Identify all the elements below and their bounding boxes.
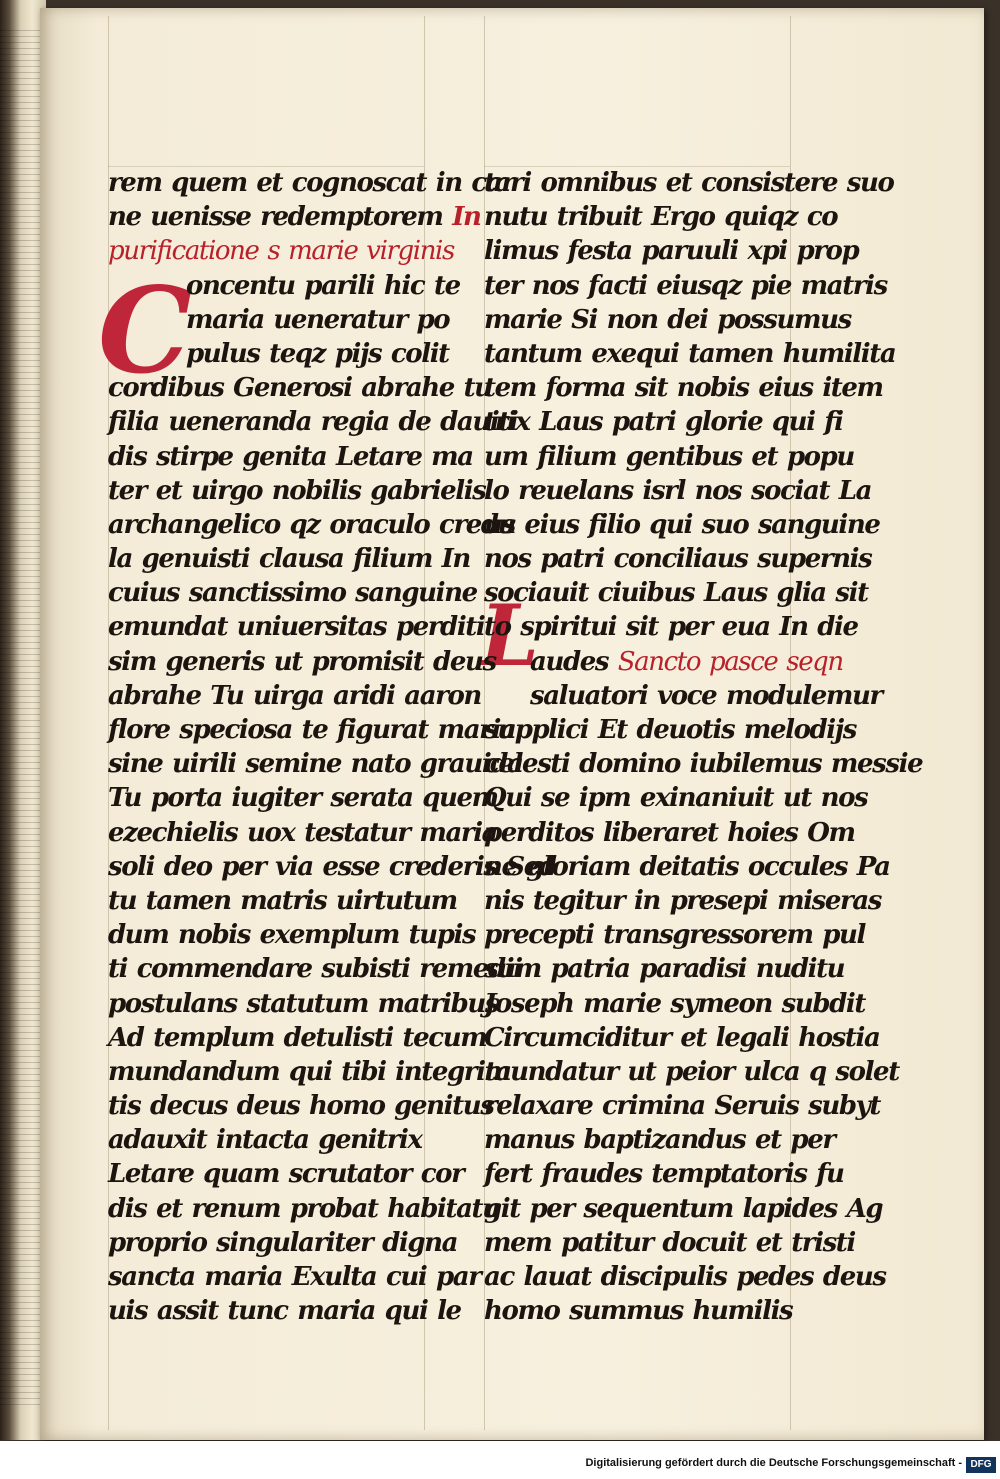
text-line	[108, 747, 523, 781]
footer-bar	[0, 1441, 1000, 1479]
text-segment: maria ueneratur po	[186, 304, 450, 335]
text-line	[484, 234, 859, 268]
text-segment: saluatori voce modulemur	[530, 680, 882, 711]
text-line	[484, 508, 880, 542]
text-line	[484, 542, 872, 576]
text-segment: Letare quam scrutator cor	[108, 1159, 464, 1190]
text-line	[484, 1157, 844, 1191]
text-segment: audes	[530, 646, 618, 677]
rubric-text: In	[452, 202, 481, 233]
text-line	[484, 1294, 824, 1328]
text-line	[108, 1226, 458, 1260]
text-line	[484, 918, 866, 952]
text-line	[108, 440, 473, 474]
text-line	[108, 884, 457, 918]
text-segment: perditos liberaret hoies Om	[484, 817, 855, 848]
text-line	[108, 1260, 481, 1294]
text-line	[484, 884, 882, 918]
rubric-heading: purificatione s marie virginis	[108, 236, 454, 267]
text-line	[108, 713, 516, 747]
text-segment: abrahe Tu uirga aridi aaron	[108, 680, 481, 711]
text-segment: tu tamen matris uirtutum	[108, 885, 457, 916]
text-line	[108, 1089, 494, 1123]
text-segment: mem patitur docuit et tristi	[484, 1227, 855, 1258]
text-line	[108, 371, 492, 405]
text-segment: ti commendare subisti remedii	[108, 954, 522, 985]
text-column-right	[484, 166, 923, 1328]
text-segment: dis et renum probat habitatu	[108, 1193, 500, 1224]
text-line	[484, 405, 843, 439]
text-segment: nis tegitur in presepi miseras	[484, 885, 882, 916]
text-line	[108, 542, 470, 576]
text-line	[484, 371, 883, 405]
text-segment: manus baptizandus et per	[484, 1125, 835, 1156]
text-line	[484, 952, 845, 986]
text-line	[108, 1021, 487, 1055]
decorated-initial-left: C	[98, 261, 192, 400]
text-segment: la genuisti clausa filium In	[108, 544, 470, 575]
text-segment: trix Laus patri glorie qui fi	[484, 407, 843, 438]
text-line	[484, 747, 923, 781]
text-segment: oncentu parili hic te	[186, 270, 460, 301]
text-segment: ter et uirgo nobilis gabrielis	[108, 475, 486, 506]
text-segment: cordibus Generosi abrahe tu	[108, 373, 492, 404]
text-segment: tari omnibus et consistere suo	[484, 168, 894, 198]
text-segment: Circumciditur et legali hostia	[484, 1022, 880, 1053]
manuscript-page	[40, 8, 984, 1440]
text-line	[108, 952, 522, 986]
text-line	[108, 679, 481, 713]
text-segment: soli deo per via esse crederis Sed	[108, 851, 556, 882]
text-segment: celesti domino iubilemus messie	[484, 749, 923, 780]
text-segment: ac lauat discipulis pedes deus	[484, 1262, 886, 1292]
text-line	[484, 850, 890, 884]
text-segment: tis decus deus homo genitus	[108, 1091, 494, 1122]
text-line	[484, 337, 896, 371]
text-segment: adauxit intacta genitrix	[108, 1125, 422, 1156]
text-segment: postulans statutum matribus	[108, 988, 499, 1019]
text-line	[484, 1260, 886, 1294]
rubric-heading: Sancto pasce seqn	[617, 646, 843, 677]
text-line	[108, 816, 498, 850]
text-line	[108, 987, 499, 1021]
text-segment: tem forma sit nobis eius item	[484, 373, 883, 404]
text-segment: filia ueneranda regia de dauiti	[108, 407, 518, 438]
text-segment: proprio singulariter digna	[108, 1227, 458, 1258]
text-line	[484, 200, 838, 234]
text-segment: ne gloriam deitatis occules Pa	[484, 851, 890, 882]
text-line	[484, 1021, 880, 1055]
text-segment: rem quem et cognoscat in car	[108, 168, 514, 198]
dfg-logo: DFG	[966, 1457, 996, 1473]
text-segment: um filium gentibus et popu	[484, 441, 854, 472]
text-segment: supplici Et deuotis melodijs	[484, 715, 857, 745]
text-line	[484, 1226, 855, 1260]
text-segment: nos patri conciliaus supernis	[484, 544, 872, 575]
text-line	[108, 850, 556, 884]
text-segment: dis stirpe genita Letare ma	[108, 441, 473, 472]
text-segment: archangelico qz oraculo credu	[108, 509, 516, 540]
text-line	[108, 781, 498, 815]
text-segment: tantum exequi tamen humilita	[484, 338, 896, 369]
text-segment: lo reuelans isrl nos sociat La	[484, 475, 872, 506]
text-segment: pulus teqz pijs colit	[186, 338, 449, 369]
text-line	[108, 1055, 511, 1089]
text-line	[108, 1294, 461, 1328]
text-line	[108, 576, 477, 610]
text-segment: relaxare crimina Seruis subyt	[484, 1091, 880, 1122]
text-segment: ne uenisse redemptorem	[108, 202, 453, 233]
text-segment: emundat uniuersitas perditi	[108, 612, 485, 643]
text-line	[484, 1123, 835, 1157]
text-line	[108, 1157, 464, 1191]
text-line	[484, 1192, 883, 1226]
previous-page-text-fragment	[0, 230, 40, 1330]
text-segment: to spiritui sit per eua In die	[484, 612, 858, 643]
text-segment: sum patria paradisi nuditu	[484, 954, 845, 985]
decorated-initial-right: L	[480, 586, 540, 685]
text-line	[484, 303, 851, 337]
text-line	[108, 918, 476, 952]
text-column-left	[108, 166, 556, 1328]
text-line	[484, 645, 843, 679]
text-line	[484, 816, 855, 850]
text-line	[108, 645, 496, 679]
text-segment: fert fraudes temptatoris fu	[484, 1159, 844, 1190]
text-line	[484, 269, 887, 303]
text-line	[108, 610, 485, 644]
text-segment: limus festa paruuli xpi prop	[484, 236, 859, 267]
funding-notice: Digitalisierung gefördert durch die Deutsche Forschungsgemeinschaft -	[585, 1457, 962, 1469]
text-segment: homo summus humilis	[484, 1296, 793, 1327]
text-line	[484, 474, 872, 508]
text-line	[484, 610, 858, 644]
text-segment: us eius filio qui suo sanguine	[484, 509, 880, 540]
text-segment: uis assit tunc maria qui le	[108, 1296, 461, 1327]
text-segment: ezechielis uox testatur maria	[108, 817, 498, 848]
text-segment: dum nobis exemplum tupis	[108, 920, 476, 951]
text-segment: sine uirili semine nato grauida	[108, 749, 523, 780]
text-line	[484, 1089, 880, 1123]
text-line	[108, 1123, 448, 1157]
text-line	[108, 508, 516, 542]
text-segment: precepti transgressorem pul	[484, 920, 866, 951]
text-line	[484, 781, 868, 815]
text-line	[484, 1055, 899, 1089]
text-line	[108, 269, 460, 303]
text-line	[484, 713, 857, 747]
text-line	[108, 200, 481, 234]
text-segment: Tu porta iugiter serata quem	[108, 783, 498, 814]
text-line	[108, 303, 448, 337]
text-segment: mundandum qui tibi integrita	[108, 1056, 511, 1087]
text-line	[108, 337, 448, 371]
text-segment: cuius sanctissimo sanguine	[108, 578, 477, 609]
text-line	[484, 440, 854, 474]
text-segment: Joseph marie symeon subdit	[484, 988, 865, 1019]
text-segment: marie Si non dei possumus	[484, 304, 851, 335]
text-segment: sim generis ut promisit deus	[108, 646, 496, 677]
text-segment: Ad templum detulisti tecum	[108, 1022, 487, 1053]
text-segment: ter nos facti eiusqz pie matris	[484, 270, 887, 301]
text-segment: mundatur ut peior ulca q solet	[484, 1056, 899, 1087]
text-segment: sociauit ciuibus Laus glia sit	[484, 578, 868, 609]
text-line	[108, 405, 518, 439]
text-segment: nutu tribuit Ergo quiqz co	[484, 202, 838, 233]
text-line	[108, 474, 486, 508]
text-line	[484, 576, 868, 610]
text-line	[108, 1192, 500, 1226]
text-line	[484, 166, 894, 200]
text-line	[108, 234, 454, 268]
text-segment: git per sequentum lapides Ag	[484, 1193, 883, 1224]
text-line	[108, 166, 514, 200]
text-segment: sancta maria Exulta cui par	[108, 1262, 481, 1292]
text-line	[484, 987, 865, 1021]
text-segment: flore speciosa te figurat maria	[108, 715, 516, 745]
text-segment: Qui se ipm exinaniuit ut nos	[484, 783, 868, 814]
text-line	[484, 679, 882, 713]
